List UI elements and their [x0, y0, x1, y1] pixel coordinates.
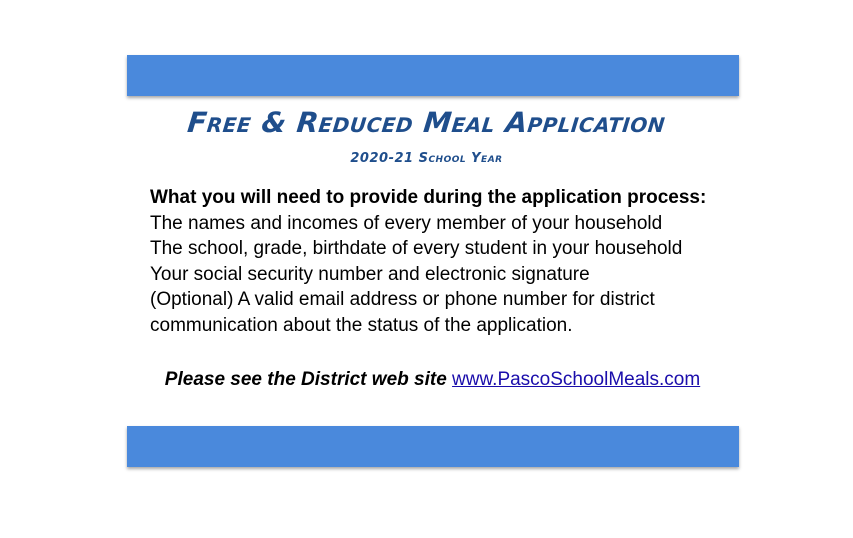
- website-note-text: Please see the District web site: [164, 369, 447, 390]
- website-link[interactable]: www.PascoSchoolMeals.com: [452, 369, 701, 390]
- requirement-line: (Optional) A valid email address or phone number for district: [150, 289, 655, 310]
- page-title: Free & Reduced Meal Application: [185, 106, 668, 139]
- requirement-line: communication about the status of the application.: [150, 314, 573, 336]
- requirements-heading: What you will need to provide during the application process:: [150, 187, 707, 208]
- school-year-subtitle: 2020-21 School Year: [350, 151, 503, 166]
- requirements-section: [150, 185, 750, 338]
- requirement-line: Your social security number and electronic signature: [150, 263, 590, 285]
- bottom-banner-bar: [127, 426, 739, 467]
- website-note: [0, 369, 853, 391]
- top-banner-bar: [127, 55, 739, 96]
- requirement-line: The school, grade, birthdate of every student in your household: [150, 238, 683, 259]
- requirement-line: The names and incomes of every member of your household: [150, 212, 663, 234]
